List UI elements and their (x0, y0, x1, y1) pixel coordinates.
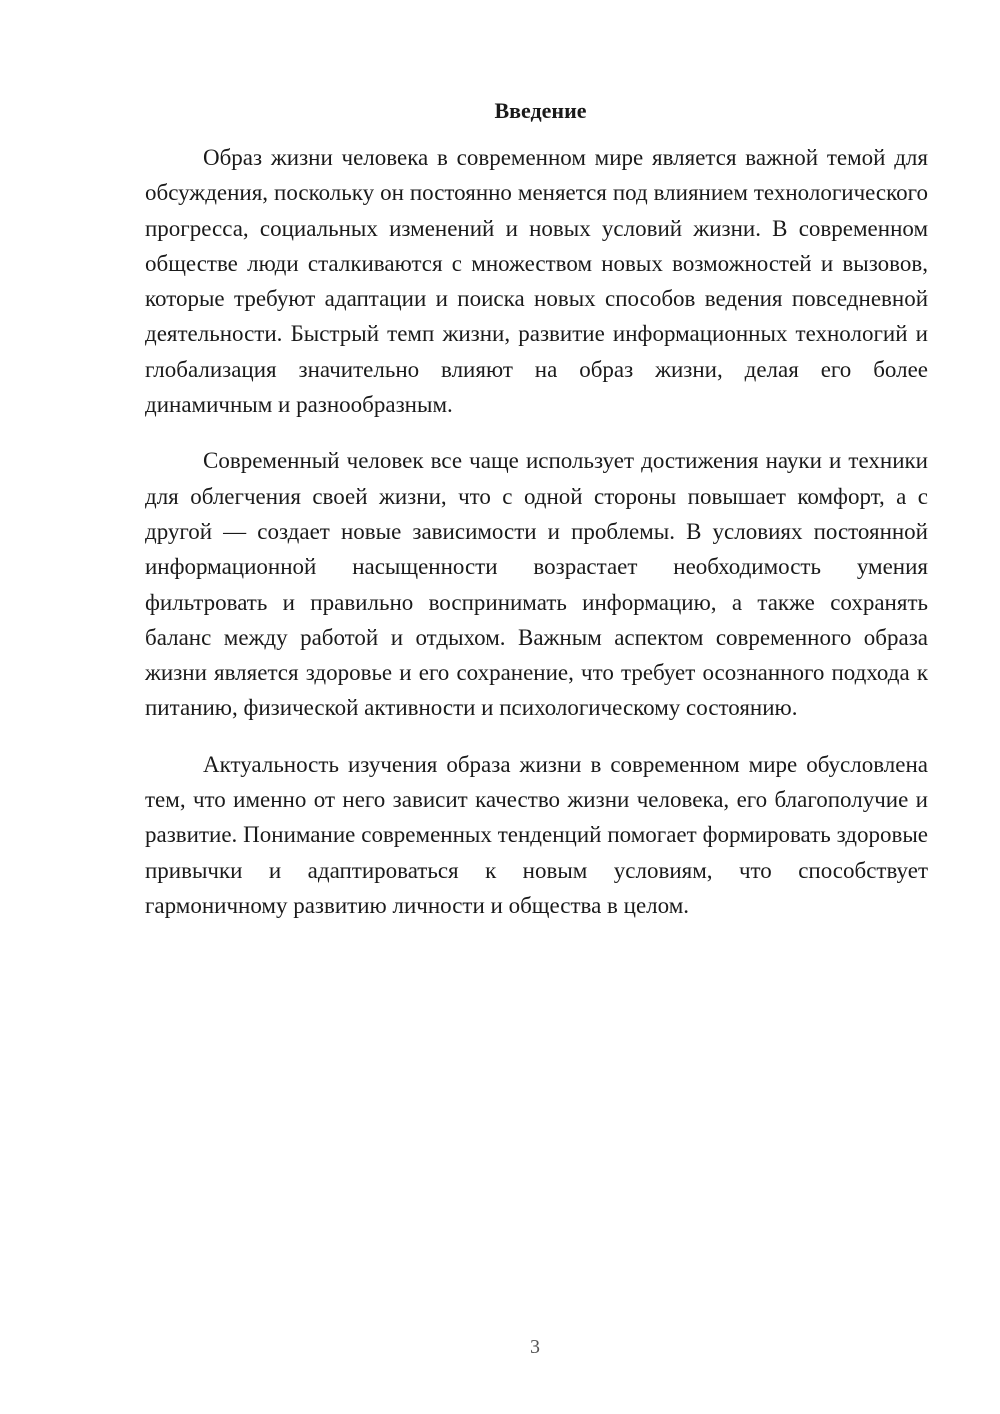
page-number: 3 (530, 1336, 540, 1358)
paragraph-2: Современный человек все чаще использует достижения науки и техники для облегчения своей жизни, что с одной стороны повышает комфорт, а с другой — создает новые зависимости и проблемы. В условиях постоянной информационной насыщенности возрастает необходимость умения фильтровать и правильно воспринимать информацию, а также сохранять баланс между работой и отдыхом. Важным аспектом современного образа жизни является здоровье и его сохранение, что требует осознанного подхода к питанию, физической активности и психологическому состоянию. (145, 448, 928, 721)
section-heading: Введение (494, 98, 587, 123)
page-content (145, 94, 928, 944)
paragraph-1: Образ жизни человека в современном мире является важной темой для обсуждения, поскольку он постоянно меняется под влиянием технологического прогресса, социальных изменений и новых условий жизни. В современном обществе люди сталкиваются с множеством новых возможностей и вызовов, которые требуют адаптации и поиска новых способов ведения повседневной деятельности. Быстрый темп жизни, развитие информационных технологий и глобализация значительно влияют на образ жизни, делая его более динамичным и разнообразным. (145, 145, 928, 418)
paragraph-3: Актуальность изучения образа жизни в современном мире обусловлена тем, что именно от него зависит качество жизни человека, его благополучие и развитие. Понимание современных тенденций помогает формировать здоровые привычки и адаптироваться к новым условиям, что способствует гармоничному развитию личности и общества в целом. (145, 751, 928, 918)
